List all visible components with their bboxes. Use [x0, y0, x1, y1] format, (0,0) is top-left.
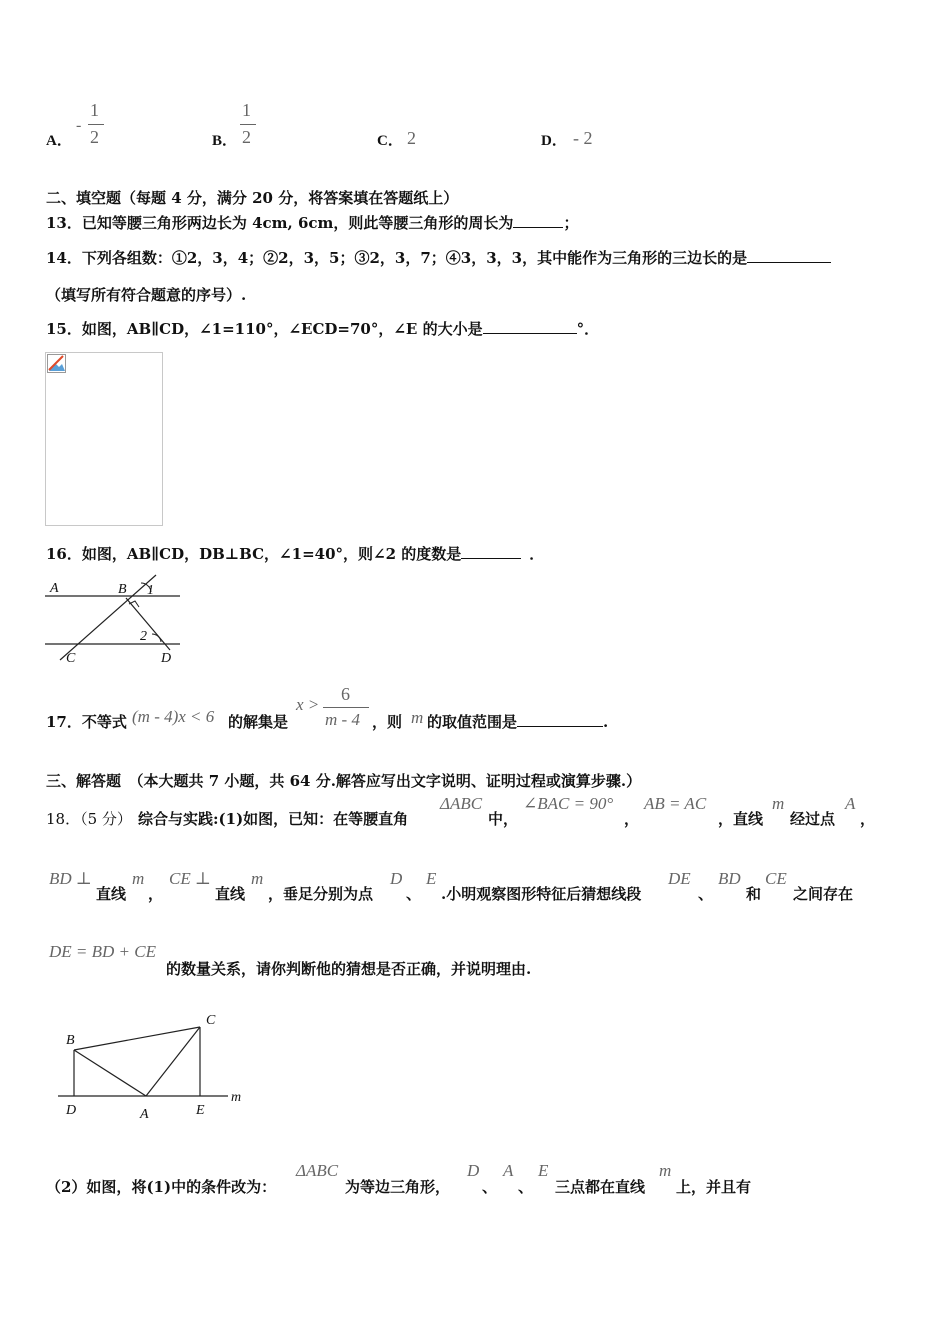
- q17-solution-lhs: x >: [296, 695, 320, 714]
- question-17-mid2: ，则: [372, 713, 403, 731]
- label-a: A: [140, 1107, 149, 1122]
- question-18b-p3: 三点都在直线: [555, 1178, 646, 1196]
- question-18-p4: ，: [860, 810, 876, 828]
- question-18-zhong: 中，: [488, 810, 519, 828]
- option-b-fraction-bar: [240, 124, 256, 125]
- question-18-p3: 经过点: [790, 810, 836, 828]
- q18b-point-d: D: [467, 1161, 480, 1180]
- label-c: C: [66, 651, 76, 665]
- option-c-label: C．: [377, 133, 403, 149]
- answer-blank-16[interactable]: [461, 544, 521, 559]
- label-m: m: [231, 1090, 242, 1105]
- question-18-number-text: 18．（5 分）: [46, 810, 132, 828]
- question-18-p6: .小明观察图形特征后猜想线段: [441, 885, 642, 903]
- question-17-pre: 17．不等式: [46, 713, 127, 731]
- q18-point-e: E: [426, 869, 437, 888]
- question-15: [46, 318, 599, 339]
- segment-ac: [146, 1027, 200, 1096]
- q18-ce-perp: CE ⊥: [169, 869, 211, 888]
- answer-blank-13[interactable]: [513, 213, 563, 228]
- section-3-title: 三、解答题 （本大题共 7 小题，共 64 分.解答应写出文字说明、证明过程或演算步骤.）: [46, 772, 642, 790]
- question-18-zhixian-1: 直线: [96, 885, 127, 903]
- q18b-point-a: A: [503, 1161, 514, 1180]
- q18-segment-de: DE: [668, 869, 691, 888]
- segment-ba: [74, 1050, 146, 1096]
- question-17-post-text: 的取值范围是: [427, 713, 518, 731]
- label-e: E: [196, 1103, 205, 1118]
- question-18-dun: 、: [406, 885, 422, 903]
- q17-var-m: m: [411, 708, 424, 727]
- broken-image-icon: [47, 354, 67, 374]
- question-17-mid: 的解集是: [228, 713, 289, 731]
- label-b: B: [66, 1033, 75, 1048]
- label-1: 1: [147, 583, 154, 598]
- option-d-label: D．: [541, 133, 567, 149]
- question-18-dun-2: 、: [698, 885, 714, 903]
- question-15-tail: °．: [576, 320, 600, 338]
- question-17-post: [427, 711, 608, 732]
- section-2-title: 二、填空题（每题 4 分，满分 20 分，将答案填在答题纸上）: [46, 189, 459, 207]
- label-2: 2: [140, 629, 147, 644]
- q18-line-m-3: m: [251, 869, 264, 888]
- figure-15-broken-image: [45, 352, 163, 526]
- question-18-comma: ，: [624, 810, 640, 828]
- option-b-label: B．: [212, 133, 238, 149]
- question-14-line2: （填写所有符合题意的序号）.: [46, 286, 247, 304]
- line-bc: [60, 575, 156, 660]
- answer-blank-15[interactable]: [483, 319, 577, 334]
- q18-bd-perp: BD ⊥: [49, 869, 92, 888]
- q18-relation: DE = BD + CE: [49, 942, 156, 961]
- question-18b-p1: （2）如图，将(1)中的条件改为：: [46, 1178, 277, 1196]
- question-18-p5: ，垂足分别为点: [268, 885, 374, 903]
- q18b-triangle-abc: ΔABC: [296, 1161, 339, 1180]
- option-b-numerator: 1: [242, 100, 251, 120]
- question-16: [46, 543, 544, 564]
- q18-segment-ce: CE: [765, 869, 787, 888]
- option-d-value: - 2: [573, 128, 593, 148]
- question-18b-p2: 为等边三角形，: [345, 1178, 451, 1196]
- q18-triangle-abc: ΔABC: [440, 794, 483, 813]
- q18-point-a: A: [845, 794, 856, 813]
- question-18-p1: 综合与实践:(1)如图，已知：在等腰直角: [138, 810, 409, 828]
- option-a-label: A．: [46, 133, 72, 149]
- angle-2-arc: [152, 634, 161, 642]
- segment-bc: [74, 1027, 200, 1050]
- question-15-text: 15．如图，AB∥CD，∠1=110°，∠ECD=70°，∠E 的大小是: [46, 320, 483, 338]
- option-a-minus: -: [76, 117, 82, 134]
- question-18-p8: 的数量关系，请你判断他的猜想是否正确，并说明理由.: [166, 960, 532, 978]
- q18b-line-m: m: [659, 1161, 672, 1180]
- label-d: D: [161, 651, 172, 665]
- q18-point-d: D: [390, 869, 403, 888]
- question-16-tail: ．: [529, 545, 545, 563]
- option-a-numerator: 1: [90, 100, 99, 120]
- question-17-tail: .: [603, 713, 609, 731]
- q18-segment-bd: BD: [718, 869, 741, 888]
- question-18b-dun-1: 、: [482, 1178, 498, 1196]
- label-c: C: [206, 1013, 216, 1028]
- figure-16: [40, 570, 190, 665]
- answer-blank-14[interactable]: [747, 248, 831, 263]
- q18-line-m-2: m: [132, 869, 145, 888]
- q18b-point-e: E: [538, 1161, 549, 1180]
- option-a-denominator: 2: [90, 127, 99, 147]
- q17-solution-denominator: m - 4: [325, 710, 360, 729]
- label-b: B: [118, 582, 127, 597]
- question-14: [46, 247, 831, 268]
- question-18-zhixian-2: 直线: [215, 885, 246, 903]
- question-18-p7: 之间存在: [793, 885, 854, 903]
- q18-angle-bac: ∠BAC = 90°: [523, 794, 614, 813]
- label-d: D: [66, 1103, 77, 1118]
- question-13: [46, 212, 578, 233]
- q18-line-m: m: [772, 794, 785, 813]
- question-18-he: 和: [746, 885, 762, 903]
- option-c-value: 2: [407, 128, 416, 148]
- q17-fraction-bar: [323, 707, 369, 708]
- question-14-text: 14．下列各组数：①2，3，4；②2，3，5；③2，3，7；④3，3，3，其中能作为三角形的三边长的是: [46, 249, 748, 267]
- figure-18: [50, 1008, 250, 1123]
- q18-ab-eq-ac: AB = AC: [644, 794, 707, 813]
- question-13-tail: ；: [563, 214, 579, 232]
- label-a: A: [50, 581, 59, 596]
- question-18-comma-2: ，: [148, 885, 164, 903]
- question-16-text: 16．如图，AB∥CD，DB⊥BC，∠1=40°，则∠2 的度数是: [46, 545, 462, 563]
- q17-solution-numerator: 6: [341, 684, 350, 704]
- line-bd: [126, 598, 170, 650]
- question-18b-dun-2: 、: [518, 1178, 534, 1196]
- answer-blank-17[interactable]: [517, 712, 603, 727]
- q17-inequality: (m - 4)x < 6: [132, 707, 215, 726]
- question-18-p2: ，直线: [718, 810, 764, 828]
- option-a-fraction-bar: [88, 124, 104, 125]
- question-13-text: 13．已知等腰三角形两边长为 4cm, 6cm，则此等腰三角形的周长为: [46, 214, 514, 232]
- question-18b-p4: 上，并且有: [676, 1178, 752, 1196]
- question-18-number: [46, 808, 132, 829]
- option-b-denominator: 2: [242, 127, 251, 147]
